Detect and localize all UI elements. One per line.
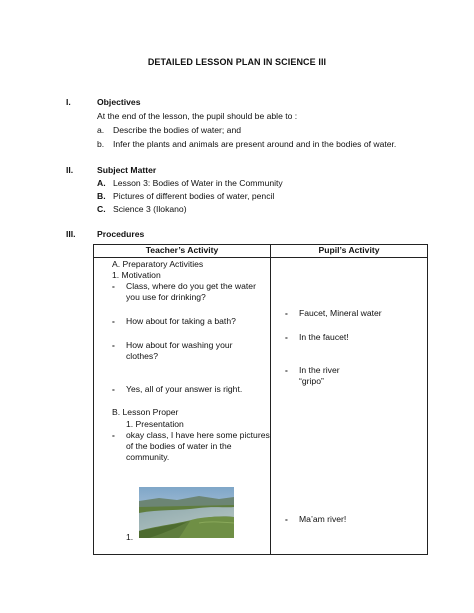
teacher-line: Class, where do you get the water bbox=[126, 281, 256, 291]
river-photo-graphic bbox=[139, 487, 234, 538]
teacher-dash: - bbox=[112, 384, 115, 394]
teacher-line: of the bodies of water in the bbox=[126, 441, 232, 451]
pupil-dash: - bbox=[285, 365, 288, 375]
objective-marker: a. bbox=[97, 125, 105, 135]
objectives-intro: At the end of the lesson, the pupil should be able to : bbox=[97, 111, 298, 121]
teacher-line: community. bbox=[126, 452, 170, 462]
teacher-line: Yes, all of your answer is right. bbox=[126, 384, 243, 394]
section-heading-objectives: Objectives bbox=[97, 97, 141, 107]
teacher-line: A. Preparatory Activities bbox=[112, 259, 204, 269]
section-heading-procedures: Procedures bbox=[97, 229, 145, 239]
subject-marker: A. bbox=[97, 178, 106, 188]
pupil-line: In the faucet! bbox=[299, 332, 349, 342]
section-numeral-subject-matter: II. bbox=[66, 165, 74, 175]
objective-text: Describe the bodies of water; and bbox=[113, 125, 242, 135]
teacher-line: 1. Motivation bbox=[112, 270, 161, 280]
pupil-line: Ma’am river! bbox=[299, 514, 347, 524]
teacher-line: How about for taking a bath? bbox=[126, 316, 236, 326]
pupil-activity-header: Pupil’s Activity bbox=[271, 245, 428, 258]
objective-text: Infer the plants and animals are present around and in the bodies of water. bbox=[113, 139, 397, 149]
teacher-line: 1. bbox=[126, 532, 134, 542]
teacher-line: clothes? bbox=[126, 351, 159, 361]
teacher-line: B. Lesson Proper bbox=[112, 407, 179, 417]
section-numeral-objectives: I. bbox=[66, 97, 71, 107]
document-title: DETAILED LESSON PLAN IN SCIENCE III bbox=[147, 57, 327, 67]
section-numeral-procedures: III. bbox=[66, 229, 76, 239]
pupil-line: In the river bbox=[299, 365, 340, 375]
pupil-activity-cell bbox=[271, 258, 428, 555]
subject-marker: C. bbox=[97, 204, 106, 214]
pupil-line: Faucet, Mineral water bbox=[299, 308, 382, 318]
subject-text: Pictures of different bodies of water, pencil bbox=[113, 191, 275, 201]
teacher-dash: - bbox=[112, 340, 115, 350]
pupil-dash: - bbox=[285, 308, 288, 318]
teacher-dash: - bbox=[112, 281, 115, 291]
teacher-line: okay class, I have here some pictures bbox=[126, 430, 270, 440]
teacher-dash: - bbox=[112, 430, 115, 440]
activity-table bbox=[93, 244, 428, 555]
river-photo bbox=[139, 487, 234, 538]
objective-marker: b. bbox=[97, 139, 105, 149]
subject-text: Science 3 (Ilokano) bbox=[113, 204, 187, 214]
pupil-dash: - bbox=[285, 514, 288, 524]
teacher-activity-header: Teacher’s Activity bbox=[94, 245, 271, 258]
section-heading-subject-matter: Subject Matter bbox=[97, 165, 157, 175]
teacher-line: How about for washing your bbox=[126, 340, 233, 350]
teacher-line: you use for drinking? bbox=[126, 292, 206, 302]
subject-marker: B. bbox=[97, 191, 106, 201]
pupil-dash: - bbox=[285, 332, 288, 342]
teacher-dash: - bbox=[112, 316, 115, 326]
pupil-line: “gripo” bbox=[299, 376, 324, 386]
subject-text: Lesson 3: Bodies of Water in the Community bbox=[113, 178, 283, 188]
teacher-line: 1. Presentation bbox=[126, 419, 184, 429]
teacher-activity-cell bbox=[94, 258, 271, 555]
